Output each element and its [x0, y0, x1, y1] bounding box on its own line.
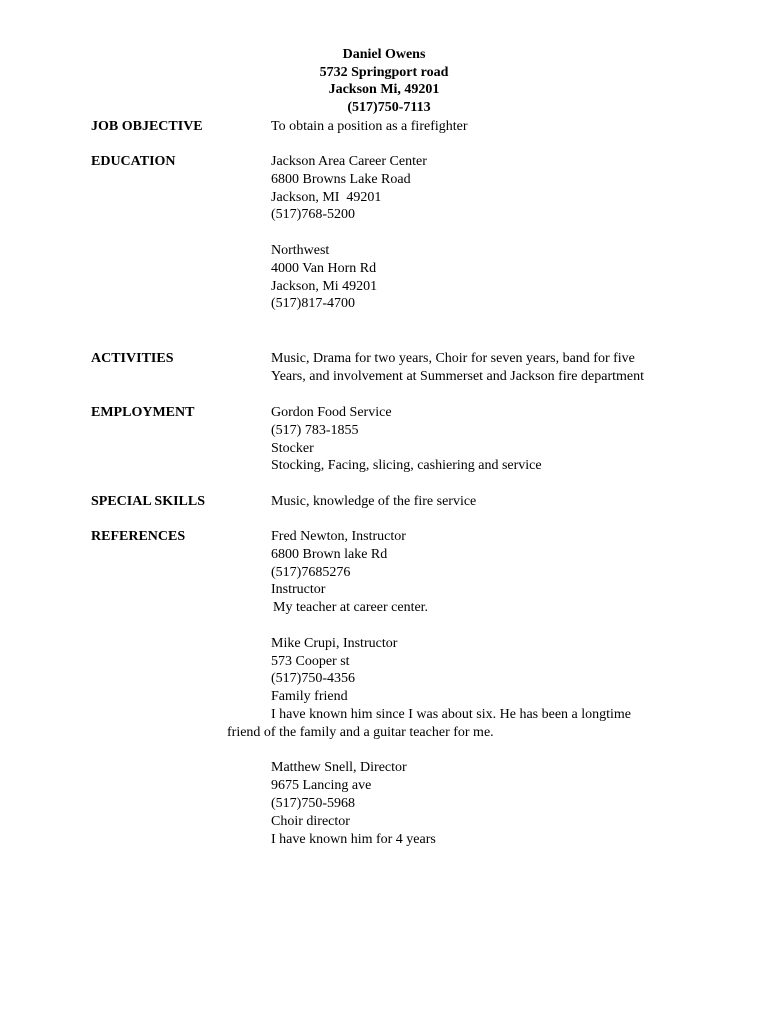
section-label-education: EDUCATION	[91, 154, 176, 169]
reference-note: My teacher at career center.	[273, 600, 429, 616]
applicant-street: 5732 Springport road	[319, 64, 449, 80]
resume-header	[0, 46, 768, 116]
reference-relation: Family friend	[271, 689, 348, 705]
employer-phone: (517) 783-1855	[271, 422, 359, 438]
reference-note: I have known him for 4 years	[271, 831, 436, 847]
school-street: 4000 Van Horn Rd	[271, 260, 377, 276]
section-label-job-objective: JOB OBJECTIVE	[91, 119, 203, 134]
skills-text: Music, knowledge of the fire service	[271, 494, 477, 509]
school-name: Jackson Area Career Center	[271, 154, 427, 169]
school-phone: (517)817-4700	[271, 296, 355, 312]
spacer	[271, 224, 691, 242]
school-city: Jackson, MI 49201	[271, 189, 382, 205]
section-label-employment: EMPLOYMENT	[91, 405, 195, 420]
reference-phone: (517)750-4356	[271, 671, 355, 687]
reference-street: 6800 Brown lake Rd	[271, 546, 388, 562]
reference-relation: Choir director	[271, 813, 350, 829]
reference-name: Mike Crupi, Instructor	[271, 635, 398, 651]
section-content-references	[227, 528, 691, 848]
reference-name: Fred Newton, Instructor	[271, 529, 406, 544]
section-content-employment	[271, 404, 691, 475]
school-city: Jackson, Mi 49201	[271, 278, 378, 294]
employer-name: Gordon Food Service	[271, 405, 392, 420]
school-name: Northwest	[271, 242, 330, 258]
reference-relation: Instructor	[271, 582, 326, 598]
activities-line: Years, and involvement at Summerset and Jackson fire department	[271, 368, 644, 384]
section-label-special-skills: SPECIAL SKILLS	[91, 494, 205, 509]
applicant-name: Daniel Owens	[342, 47, 426, 62]
spacer	[271, 742, 691, 760]
job-position: Stocker	[271, 440, 314, 456]
section-content-activities	[271, 350, 691, 386]
section-label-references: REFERENCES	[91, 529, 186, 544]
section-label-activities: ACTIVITIES	[91, 351, 174, 366]
school-phone: (517)768-5200	[271, 207, 355, 223]
reference-note: I have known him since I was about six. He has been a longtime	[271, 706, 632, 722]
objective-text: To obtain a position as a firefighter	[271, 119, 468, 134]
applicant-city: Jackson Mi, 49201	[328, 82, 440, 98]
reference-phone: (517)7685276	[271, 564, 351, 580]
spacer	[271, 617, 691, 635]
reference-street: 9675 Lancing ave	[271, 778, 372, 794]
section-content-education	[271, 153, 691, 313]
applicant-phone: (517)750-7113	[347, 99, 431, 115]
reference-name: Matthew Snell, Director	[271, 760, 407, 776]
activities-line: Music, Drama for two years, Choir for seven years, band for five	[271, 351, 635, 366]
section-content-job-objective	[271, 118, 691, 136]
reference-street: 573 Cooper st	[271, 653, 350, 669]
reference-phone: (517)750-5968	[271, 795, 355, 811]
school-street: 6800 Browns Lake Road	[271, 171, 411, 187]
job-duties: Stocking, Facing, slicing, cashiering and service	[271, 458, 542, 474]
reference-note: friend of the family and a guitar teacher for me.	[227, 724, 494, 740]
section-content-special-skills	[271, 493, 691, 511]
